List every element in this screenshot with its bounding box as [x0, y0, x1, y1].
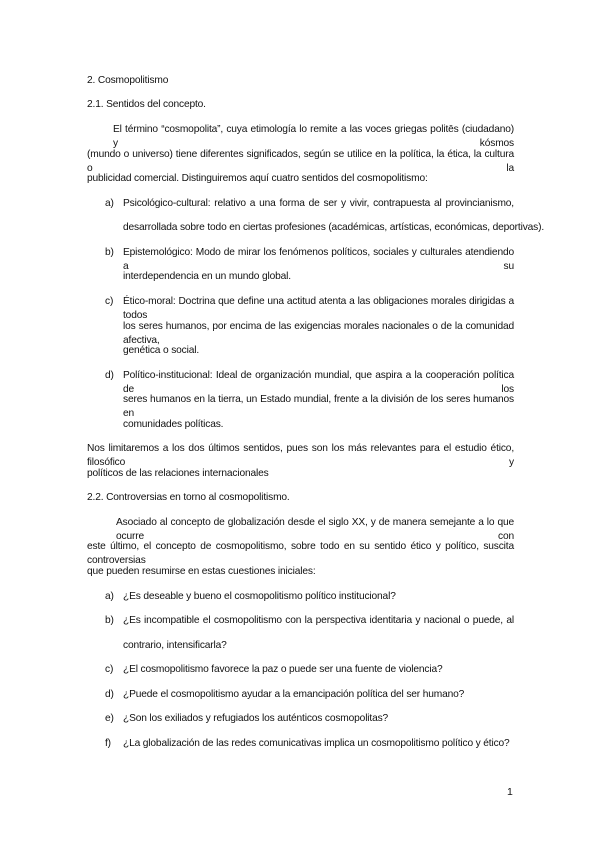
- intro-line-3: publicidad comercial. Distinguiremos aquí cuatro sentidos del cosmopolitismo:: [87, 173, 428, 184]
- question-label: e): [105, 713, 114, 724]
- limit-line-1: Nos limitaremos a los dos últimos sentidos, pues son los más relevantes para el estudio ético, filosófico y: [87, 443, 514, 468]
- intro2-line-1: Asociado al concepto de globalización desde el siglo XX, y de manera semejante a lo que ocurre con: [116, 517, 514, 542]
- subsection-heading-2-2: 2.2. Controversias en torno al cosmopolitismo.: [87, 492, 290, 503]
- question-line: contrario, intensificarla?: [123, 640, 227, 651]
- page-number: 1: [507, 786, 513, 798]
- intro-line-2: (mundo o universo) tiene diferentes significados, según se utilice en la política, la ética, la cultura o la: [87, 149, 514, 174]
- list-item-line: desarrollada sobre todo en ciertas profesiones (académicas, artísticas, económicas, deportivas).: [123, 222, 545, 233]
- list-label: c): [105, 296, 114, 307]
- question-line: ¿Son los exiliados y refugiados los auténticos cosmopolitas?: [123, 713, 389, 724]
- list-item-line: Epistemológico: Modo de mirar los fenómenos políticos, sociales y culturales atendiendo a su: [123, 247, 514, 272]
- question-label: f): [105, 738, 111, 749]
- list-label: d): [105, 370, 114, 381]
- question-line: ¿Puede el cosmopolitismo ayudar a la emancipación política del ser humano?: [123, 689, 465, 700]
- question-label: a): [105, 591, 114, 602]
- list-item-line: seres humanos en la tierra, un Estado mundial, frente a la división de los seres humanos en: [123, 394, 514, 419]
- question-line: ¿Es incompatible el cosmopolitismo con la perspectiva identitaria y nacional o puede, al: [123, 615, 514, 626]
- intro-line-1: El término “cosmopolita”, cuya etimología lo remite a las voces griegas politēs (ciudadano) y kósmos: [113, 124, 514, 149]
- list-item-line: los seres humanos, por encima de las exigencias morales nacionales o de la comunidad afectiva,: [123, 321, 514, 346]
- list-label: a): [105, 198, 114, 209]
- subsection-heading-2-1: 2.1. Sentidos del concepto.: [87, 99, 206, 110]
- list-item-line: genética o social.: [123, 345, 200, 356]
- list-item-line: comunidades políticas.: [123, 419, 224, 430]
- question-line: ¿Es deseable y bueno el cosmopolitismo político institucional?: [123, 591, 396, 602]
- intro2-line-2: este último, el concepto de cosmopolitismo, sobre todo en su sentido ético y político, suscita controversias: [87, 541, 514, 566]
- question-label: b): [105, 615, 114, 626]
- limit-line-2: políticos de las relaciones internacionales: [87, 468, 269, 479]
- list-item-line: interdependencia en un mundo global.: [123, 271, 291, 282]
- list-item-line: Político-institucional: Ideal de organización mundial, que aspira a la cooperación política de los: [123, 370, 514, 395]
- list-item-line: Ético-moral: Doctrina que define una actitud atenta a las obligaciones morales dirigidas a todos: [123, 296, 514, 321]
- question-label: d): [105, 689, 114, 700]
- list-item-line: Psicológico-cultural: relativo a una forma de ser y vivir, contrapuesta al provincianismo,: [123, 198, 514, 209]
- intro2-line-3: que pueden resumirse en estas cuestiones iniciales:: [87, 566, 316, 577]
- list-label: b): [105, 247, 114, 258]
- question-line: ¿El cosmopolitismo favorece la paz o puede ser una fuente de violencia?: [123, 664, 443, 675]
- section-heading: 2. Cosmopolitismo: [87, 75, 169, 86]
- question-line: ¿La globalización de las redes comunicativas implica un cosmopolitismo político y ético?: [123, 738, 510, 749]
- question-label: c): [105, 664, 114, 675]
